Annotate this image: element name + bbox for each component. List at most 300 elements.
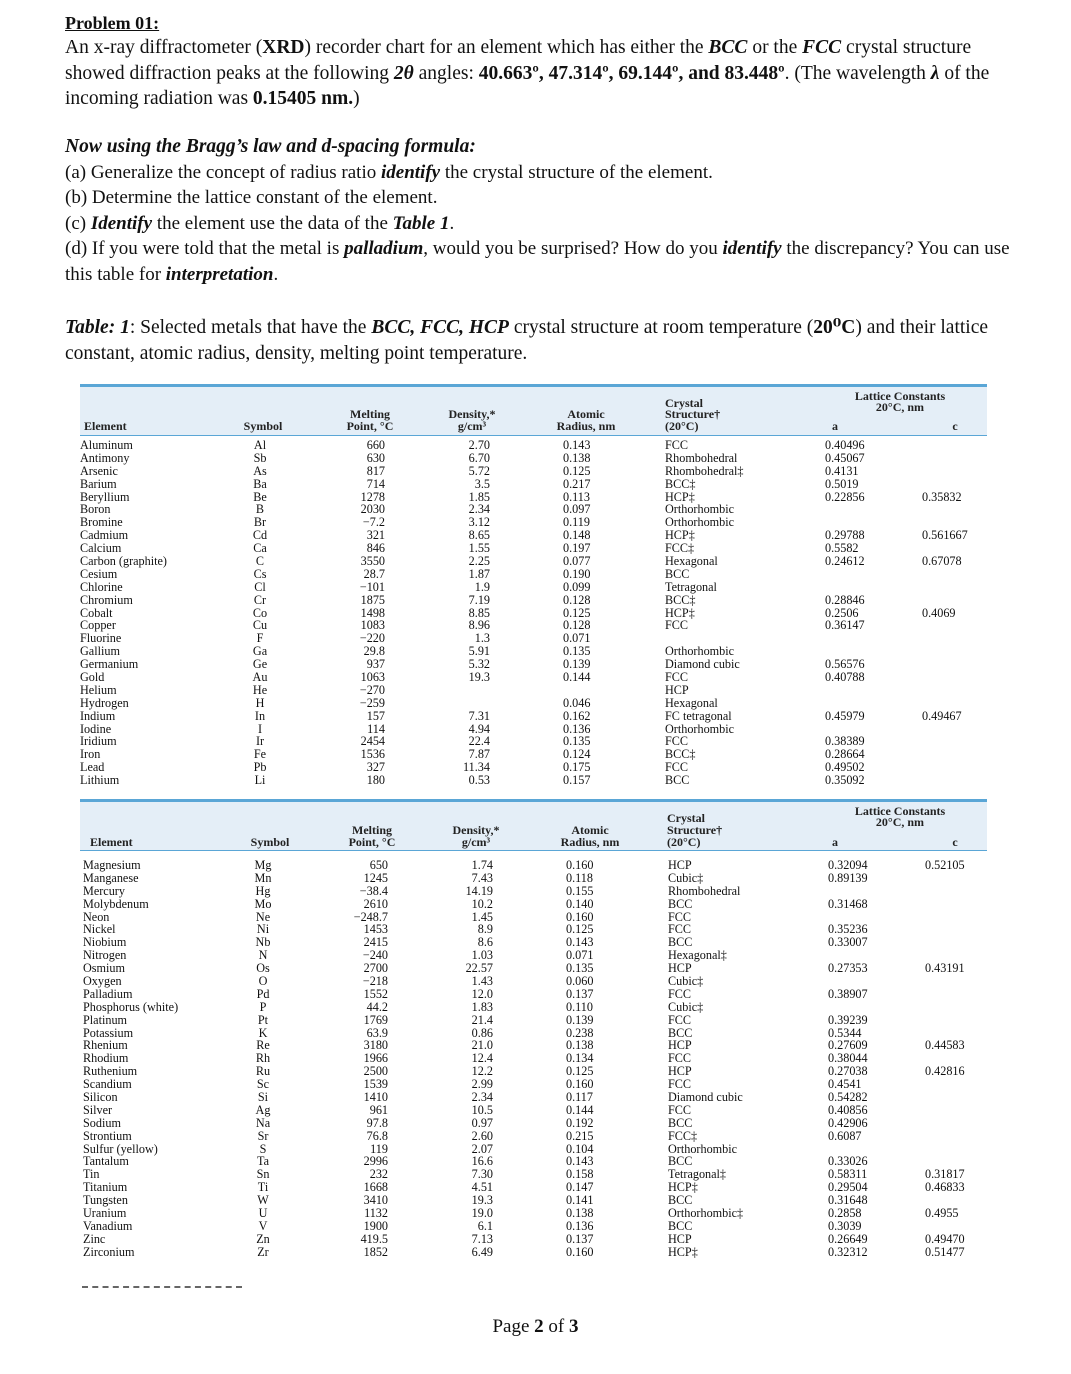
cell-element: Manganese (83, 870, 139, 885)
cell-density: 19.3 (471, 1193, 493, 1208)
cell-atomic-radius: 0.046 (563, 695, 591, 710)
cell-lattice-a: 0.27038 (828, 1064, 868, 1079)
cell-element: Cesium (80, 566, 118, 581)
cell-lattice-a: 0.49502 (825, 760, 865, 775)
cell-melting-point: 3410 (363, 1193, 388, 1208)
header-density-2: g/cm³ (457, 419, 487, 433)
cell-lattice-a: 0.40496 (825, 438, 865, 452)
cell-melting-point: 321 (366, 528, 385, 543)
cell-element: Vanadium (83, 1218, 133, 1233)
table-row (80, 555, 987, 568)
cell-density: 8.6 (477, 935, 493, 950)
cell-atomic-radius: 0.135 (566, 961, 594, 976)
cell-lattice-a: 0.3039 (828, 1218, 862, 1233)
cell-symbol: Be (253, 489, 267, 504)
cell-atomic-radius: 0.148 (563, 528, 591, 543)
cell-element: Iridium (80, 734, 117, 749)
cell-atomic-radius: 0.110 (566, 999, 593, 1014)
cell-atomic-radius: 0.141 (566, 1193, 594, 1208)
cell-atomic-radius: 0.138 (566, 1206, 594, 1221)
cell-crystal-structure: FCC (665, 760, 689, 775)
table-row (80, 503, 987, 516)
cell-melting-point: 937 (366, 657, 385, 672)
header-lattice-2: 20°C, nm (875, 815, 925, 829)
cell-symbol: W (257, 1193, 269, 1208)
cell-lattice-a: 0.24612 (825, 554, 865, 569)
cell-crystal-structure: BCC‡ (665, 592, 696, 607)
cell-element: Iron (80, 747, 101, 762)
cell-lattice-a: 0.29504 (828, 1180, 868, 1195)
header-c: c (952, 419, 958, 433)
header-c: c (952, 835, 958, 849)
cell-crystal-structure: Tetragonal (665, 579, 717, 594)
cell-atomic-radius: 0.077 (563, 554, 591, 569)
cell-element: Scandium (83, 1077, 132, 1092)
cell-element: Mercury (83, 883, 125, 898)
cell-symbol: P (259, 999, 267, 1014)
cell-atomic-radius: 0.160 (566, 1077, 594, 1092)
cell-crystal-structure: Diamond cubic (668, 1090, 743, 1105)
cell-melting-point: 180 (366, 773, 385, 788)
cell-element: Hydrogen (80, 695, 129, 710)
cell-melting-point: 1453 (363, 922, 388, 937)
table-row (83, 975, 990, 988)
cell-symbol: Re (256, 1038, 270, 1053)
cell-element: Nickel (83, 922, 116, 937)
cell-lattice-c: 0.561667 (922, 528, 968, 543)
cell-melting-point: 2500 (363, 1064, 388, 1079)
cell-density: 1.55 (468, 541, 490, 556)
cell-symbol: H (255, 695, 265, 710)
header-structure-2: Structure† (665, 407, 721, 421)
cell-density: 8.96 (468, 618, 490, 633)
cell-density: 2.60 (471, 1128, 493, 1143)
cell-symbol: Ne (255, 909, 271, 924)
cell-symbol: Ni (256, 922, 270, 937)
cell-crystal-structure: BCC (668, 896, 693, 911)
cell-lattice-a: 0.4131 (825, 463, 859, 478)
table-row (83, 1014, 990, 1027)
cell-symbol: Cr (253, 592, 267, 607)
cell-element: Platinum (83, 1012, 128, 1027)
cell-atomic-radius: 0.147 (566, 1180, 594, 1195)
cell-lattice-c: 0.44583 (925, 1038, 965, 1053)
cell-element: Oxygen (83, 974, 122, 989)
cell-melting-point: 2415 (363, 935, 388, 950)
cell-crystal-structure: FCC (668, 1012, 692, 1027)
cell-element: Rhenium (83, 1038, 128, 1053)
table-row (83, 1130, 990, 1143)
table-row (83, 1246, 990, 1259)
cell-density: 0.86 (471, 1025, 493, 1040)
header-structure-3: (20°C) (667, 835, 701, 849)
header-melting-2: Point, °C (346, 419, 394, 433)
cell-element: Uranium (83, 1206, 127, 1221)
cell-density: 8.85 (468, 605, 490, 620)
cell-crystal-structure: Orthorhombic (665, 721, 735, 736)
header-structure-2: Structure† (667, 823, 723, 837)
cell-symbol: Ta (256, 1154, 269, 1169)
table-body-2 (83, 859, 990, 1259)
cell-crystal-structure: FCC (668, 1077, 692, 1092)
cell-density: 14.19 (465, 883, 493, 898)
cell-symbol: Mg (254, 858, 272, 872)
cell-density: 1.87 (468, 566, 490, 581)
cell-crystal-structure: FCC‡ (665, 541, 695, 556)
cell-element: Barium (80, 476, 117, 491)
cell-melting-point: −38.4 (359, 883, 388, 898)
cell-density: 3.12 (468, 515, 490, 530)
header-radius-1: Atomic (571, 823, 609, 837)
cell-lattice-c: 0.31817 (925, 1167, 965, 1182)
cell-symbol: Sc (256, 1077, 270, 1092)
cell-density: 0.97 (471, 1115, 493, 1130)
cell-element: Molybdenum (83, 896, 149, 911)
cell-element: Tin (83, 1167, 100, 1182)
cell-melting-point: 157 (366, 708, 385, 723)
table-row (83, 988, 990, 1001)
cell-melting-point: 3550 (360, 554, 385, 569)
cell-element: Silicon (83, 1090, 118, 1105)
cell-symbol: Mo (254, 896, 272, 911)
cell-symbol: Pt (257, 1012, 269, 1027)
header-element: Element (90, 835, 133, 849)
cell-melting-point: −220 (359, 631, 385, 646)
cell-atomic-radius: 0.138 (563, 450, 591, 465)
cell-melting-point: 419.5 (360, 1231, 388, 1246)
cell-density: 8.65 (468, 528, 490, 543)
cell-melting-point: −248.7 (353, 909, 388, 924)
cell-element: Helium (80, 682, 117, 697)
table-row (80, 452, 987, 465)
cell-atomic-radius: 0.125 (566, 1064, 594, 1079)
cell-symbol: He (252, 682, 268, 697)
cell-crystal-structure: FCC (668, 986, 692, 1001)
cell-element: Palladium (83, 986, 133, 1001)
cell-element: Beryllium (80, 489, 130, 504)
cell-lattice-a: 0.4541 (828, 1077, 862, 1092)
cell-atomic-radius: 0.215 (566, 1128, 594, 1143)
cell-lattice-a: 0.39239 (828, 1012, 868, 1027)
cell-atomic-radius: 0.128 (563, 592, 591, 607)
cell-melting-point: −270 (359, 682, 385, 697)
cell-element: Calcium (80, 541, 122, 556)
cell-density: 21.0 (471, 1038, 493, 1053)
cell-melting-point: 232 (369, 1167, 388, 1182)
cell-melting-point: 714 (366, 476, 385, 491)
table-row (80, 491, 987, 504)
cell-crystal-structure: Rhombohedral (665, 450, 738, 465)
cell-melting-point: 1498 (360, 605, 385, 620)
cell-lattice-a: 0.33026 (828, 1154, 868, 1169)
cell-symbol: I (257, 721, 263, 736)
cell-density: 2.34 (468, 502, 490, 517)
cell-crystal-structure: Orthorhombic‡ (668, 1206, 744, 1221)
table-row (80, 465, 987, 478)
cell-density: 2.34 (471, 1090, 493, 1105)
cell-element: Strontium (83, 1128, 132, 1143)
cell-crystal-structure: HCP (668, 1231, 692, 1246)
cell-symbol: F (256, 631, 264, 646)
cell-element: Tantalum (83, 1154, 129, 1169)
cell-symbol: Na (255, 1115, 271, 1130)
header-lattice-1: Lattice Constants (854, 804, 946, 818)
cell-density: 1.43 (471, 974, 493, 989)
cell-melting-point: 63.9 (366, 1025, 388, 1040)
cell-lattice-a: 0.32094 (828, 858, 868, 872)
cell-crystal-structure: Hexagonal (665, 554, 718, 569)
table-row (83, 1104, 990, 1117)
cell-crystal-structure: BCC (668, 1115, 693, 1130)
cell-density: 1.45 (471, 909, 493, 924)
cell-symbol: Zn (256, 1231, 270, 1246)
cell-element: Rhodium (83, 1051, 129, 1066)
cell-element: Fluorine (80, 631, 122, 646)
cell-atomic-radius: 0.217 (563, 476, 591, 491)
cell-crystal-structure: BCC‡ (665, 747, 696, 762)
cell-atomic-radius: 0.134 (566, 1051, 594, 1066)
cell-melting-point: 1668 (363, 1180, 388, 1195)
cell-atomic-radius: 0.160 (566, 909, 594, 924)
table-row (83, 1207, 990, 1220)
cell-symbol: Zr (257, 1244, 269, 1259)
cell-atomic-radius: 0.125 (566, 922, 594, 937)
cell-lattice-c: 0.52105 (925, 858, 965, 872)
cell-symbol: Co (252, 605, 268, 620)
table-row (83, 898, 990, 911)
cell-crystal-structure: HCP (665, 682, 689, 697)
cell-element: Zirconium (83, 1244, 135, 1259)
cell-crystal-structure: FCC (668, 1051, 692, 1066)
cell-element: Carbon (graphite) (80, 554, 167, 569)
header-a: a (832, 835, 838, 849)
cell-atomic-radius: 0.136 (566, 1218, 594, 1233)
cell-symbol: Sb (253, 450, 267, 465)
table-row (83, 1233, 990, 1246)
header-melting-2: Point, °C (348, 835, 396, 849)
cell-lattice-a: 0.31648 (828, 1193, 868, 1208)
cell-atomic-radius: 0.099 (563, 579, 591, 594)
cell-crystal-structure: FCC‡ (668, 1128, 698, 1143)
cell-lattice-a: 0.5344 (828, 1025, 862, 1040)
cell-melting-point: 28.7 (363, 566, 385, 581)
cell-element: Lead (80, 760, 105, 775)
cell-crystal-structure: FCC (665, 670, 689, 685)
cell-atomic-radius: 0.143 (566, 1154, 594, 1169)
page-number: Page 2 of 3 (492, 1316, 579, 1337)
cell-lattice-a: 0.22856 (825, 489, 865, 504)
cell-symbol: N (258, 948, 268, 963)
cell-element: Neon (83, 909, 110, 924)
cell-atomic-radius: 0.138 (566, 1038, 594, 1053)
cell-symbol: S (259, 1141, 267, 1156)
cell-atomic-radius: 0.128 (563, 618, 591, 633)
table-row (80, 568, 987, 581)
cell-lattice-a: 0.29788 (825, 528, 865, 543)
cell-crystal-structure: BCC (668, 1218, 693, 1233)
table-row (83, 885, 990, 898)
table-row (80, 581, 987, 594)
page-cut-line (82, 1286, 242, 1291)
cell-symbol: Ca (253, 541, 267, 556)
cell-crystal-structure: BCC‡ (665, 476, 696, 491)
cell-crystal-structure: HCP‡ (668, 1180, 698, 1195)
cell-crystal-structure: HCP (668, 1038, 692, 1053)
cell-atomic-radius: 0.124 (563, 747, 591, 762)
table-row (80, 671, 987, 684)
header-density-1: Density,* (452, 823, 500, 837)
header-element: Element (84, 419, 127, 433)
cell-lattice-a: 0.45979 (825, 708, 865, 723)
cell-crystal-structure: Hexagonal‡ (668, 948, 727, 963)
cell-density: 2.99 (471, 1077, 493, 1092)
cell-symbol: Br (253, 515, 267, 530)
table-row (80, 697, 987, 710)
header-radius-1: Atomic (567, 407, 605, 421)
cell-atomic-radius: 0.097 (563, 502, 591, 517)
cell-crystal-structure: FCC (665, 734, 689, 749)
cell-lattice-c: 0.4955 (925, 1206, 959, 1221)
cell-lattice-a: 0.58311 (828, 1167, 868, 1182)
cell-lattice-a: 0.89139 (828, 870, 868, 885)
cell-crystal-structure: BCC (665, 566, 690, 581)
cell-density: 7.31 (468, 708, 490, 723)
cell-symbol: Pd (256, 986, 270, 1001)
cell-crystal-structure: HCP‡ (665, 528, 695, 543)
cell-element: Sodium (83, 1115, 121, 1130)
problem-section (65, 12, 1020, 367)
cell-density: 0.53 (468, 773, 490, 788)
cell-melting-point: 2454 (360, 734, 385, 749)
cell-density: 1.74 (471, 858, 493, 872)
cell-lattice-a: 0.42906 (828, 1115, 868, 1130)
table-row (83, 962, 990, 975)
cell-atomic-radius: 0.160 (566, 858, 594, 872)
cell-atomic-radius: 0.144 (563, 670, 591, 685)
cell-lattice-c: 0.49467 (922, 708, 962, 723)
cell-symbol: Ga (252, 644, 268, 659)
cell-density: 5.32 (468, 657, 490, 672)
cell-density: 12.2 (471, 1064, 493, 1079)
cell-melting-point: −7.2 (362, 515, 385, 530)
cell-crystal-structure: Orthorhombic (668, 1141, 738, 1156)
cell-symbol: Cs (253, 566, 267, 581)
cell-atomic-radius: 0.139 (566, 1012, 594, 1027)
cell-lattice-a: 0.27609 (828, 1038, 868, 1053)
cell-lattice-c: 0.42816 (925, 1064, 965, 1079)
cell-crystal-structure: FCC (665, 438, 689, 452)
cell-symbol: Ru (255, 1064, 271, 1079)
cell-lattice-a: 0.38389 (825, 734, 865, 749)
cell-lattice-a: 0.33007 (828, 935, 868, 950)
cell-symbol: V (258, 1218, 268, 1233)
cell-density: 5.91 (468, 644, 490, 659)
cell-element: Lithium (80, 773, 120, 788)
cell-element: Potassium (83, 1025, 134, 1040)
cell-density: 6.1 (477, 1218, 493, 1233)
cell-element: Indium (80, 708, 116, 723)
metals-table-part-2 (80, 799, 987, 1259)
cell-melting-point: 1966 (363, 1051, 388, 1066)
cell-crystal-structure: BCC (668, 935, 693, 950)
cell-symbol: Hg (255, 883, 271, 898)
cell-density: 2.07 (471, 1141, 493, 1156)
cell-melting-point: 1245 (363, 870, 388, 885)
cell-element: Niobium (83, 935, 127, 950)
table-row (83, 1220, 990, 1233)
cell-crystal-structure: Rhombohedral (668, 883, 741, 898)
cell-crystal-structure: Orthorhombic (665, 515, 735, 530)
cell-density: 19.3 (468, 670, 490, 685)
cell-melting-point: 76.8 (366, 1128, 388, 1143)
cell-melting-point: 1552 (363, 986, 388, 1001)
cell-density: 7.13 (471, 1231, 493, 1246)
cell-atomic-radius: 0.140 (566, 896, 594, 911)
cell-lattice-a: 0.45067 (825, 450, 865, 465)
cell-density: 6.49 (471, 1244, 493, 1259)
cell-symbol: Pb (253, 760, 267, 775)
cell-symbol: Cd (252, 528, 268, 543)
table-row (83, 1001, 990, 1014)
cell-crystal-structure: BCC (665, 773, 690, 788)
cell-melting-point: −218 (362, 974, 388, 989)
cell-melting-point: 961 (369, 1102, 388, 1117)
cell-density: 6.70 (468, 450, 490, 465)
cell-melting-point: 2996 (363, 1154, 388, 1169)
cell-symbol: Os (256, 961, 270, 976)
problem-statement: An x-ray diffractometer (XRD) recorder chart for an element which has either the BCC or the FCC crystal structure showed diffraction peaks at the following 2θ angles: 40.663º, 47.314º, 69.144º, and 83.448º. (The wavelength λ of the incoming radiation was 0.15405 nm.) (65, 37, 990, 109)
cell-lattice-a: 0.56576 (825, 657, 865, 672)
cell-element: Chromium (80, 592, 133, 607)
cell-lattice-a: 0.38044 (828, 1051, 868, 1066)
cell-density: 7.19 (468, 592, 490, 607)
table-row (80, 439, 987, 452)
header-lattice-1: Lattice Constants (854, 389, 946, 403)
cell-melting-point: 1083 (360, 618, 385, 633)
cell-atomic-radius: 0.071 (563, 631, 591, 646)
cell-symbol: Sr (257, 1128, 269, 1143)
cell-crystal-structure: Diamond cubic (665, 657, 740, 672)
cell-density: 4.94 (468, 721, 490, 736)
cell-density: 7.43 (471, 870, 493, 885)
cell-melting-point: 119 (370, 1141, 388, 1156)
cell-crystal-structure: HCP‡ (665, 489, 695, 504)
cell-lattice-c: 0.4069 (922, 605, 956, 620)
table-row (83, 872, 990, 885)
table-body-1 (80, 439, 987, 787)
cell-melting-point: 660 (366, 438, 385, 452)
cell-element: Copper (80, 618, 116, 633)
header-melting-1: Melting (350, 407, 390, 421)
cell-symbol: Mn (254, 870, 272, 885)
cell-lattice-a: 0.38907 (828, 986, 868, 1001)
cell-melting-point: 1539 (363, 1077, 388, 1092)
cell-element: Aluminum (80, 438, 133, 452)
cell-atomic-radius: 0.071 (566, 948, 594, 963)
cell-symbol: Ag (255, 1102, 271, 1117)
cell-element: Cadmium (80, 528, 129, 543)
cell-element: Tungsten (83, 1193, 128, 1208)
cell-atomic-radius: 0.192 (566, 1115, 594, 1130)
cell-atomic-radius: 0.060 (566, 974, 594, 989)
table-row (80, 619, 987, 632)
cell-density: 5.72 (468, 463, 490, 478)
cell-symbol: Rh (255, 1051, 271, 1066)
cell-crystal-structure: Orthorhombic (665, 502, 735, 517)
cell-lattice-a: 0.40856 (828, 1102, 868, 1117)
cell-symbol: In (254, 708, 266, 723)
cell-atomic-radius: 0.238 (566, 1025, 594, 1040)
